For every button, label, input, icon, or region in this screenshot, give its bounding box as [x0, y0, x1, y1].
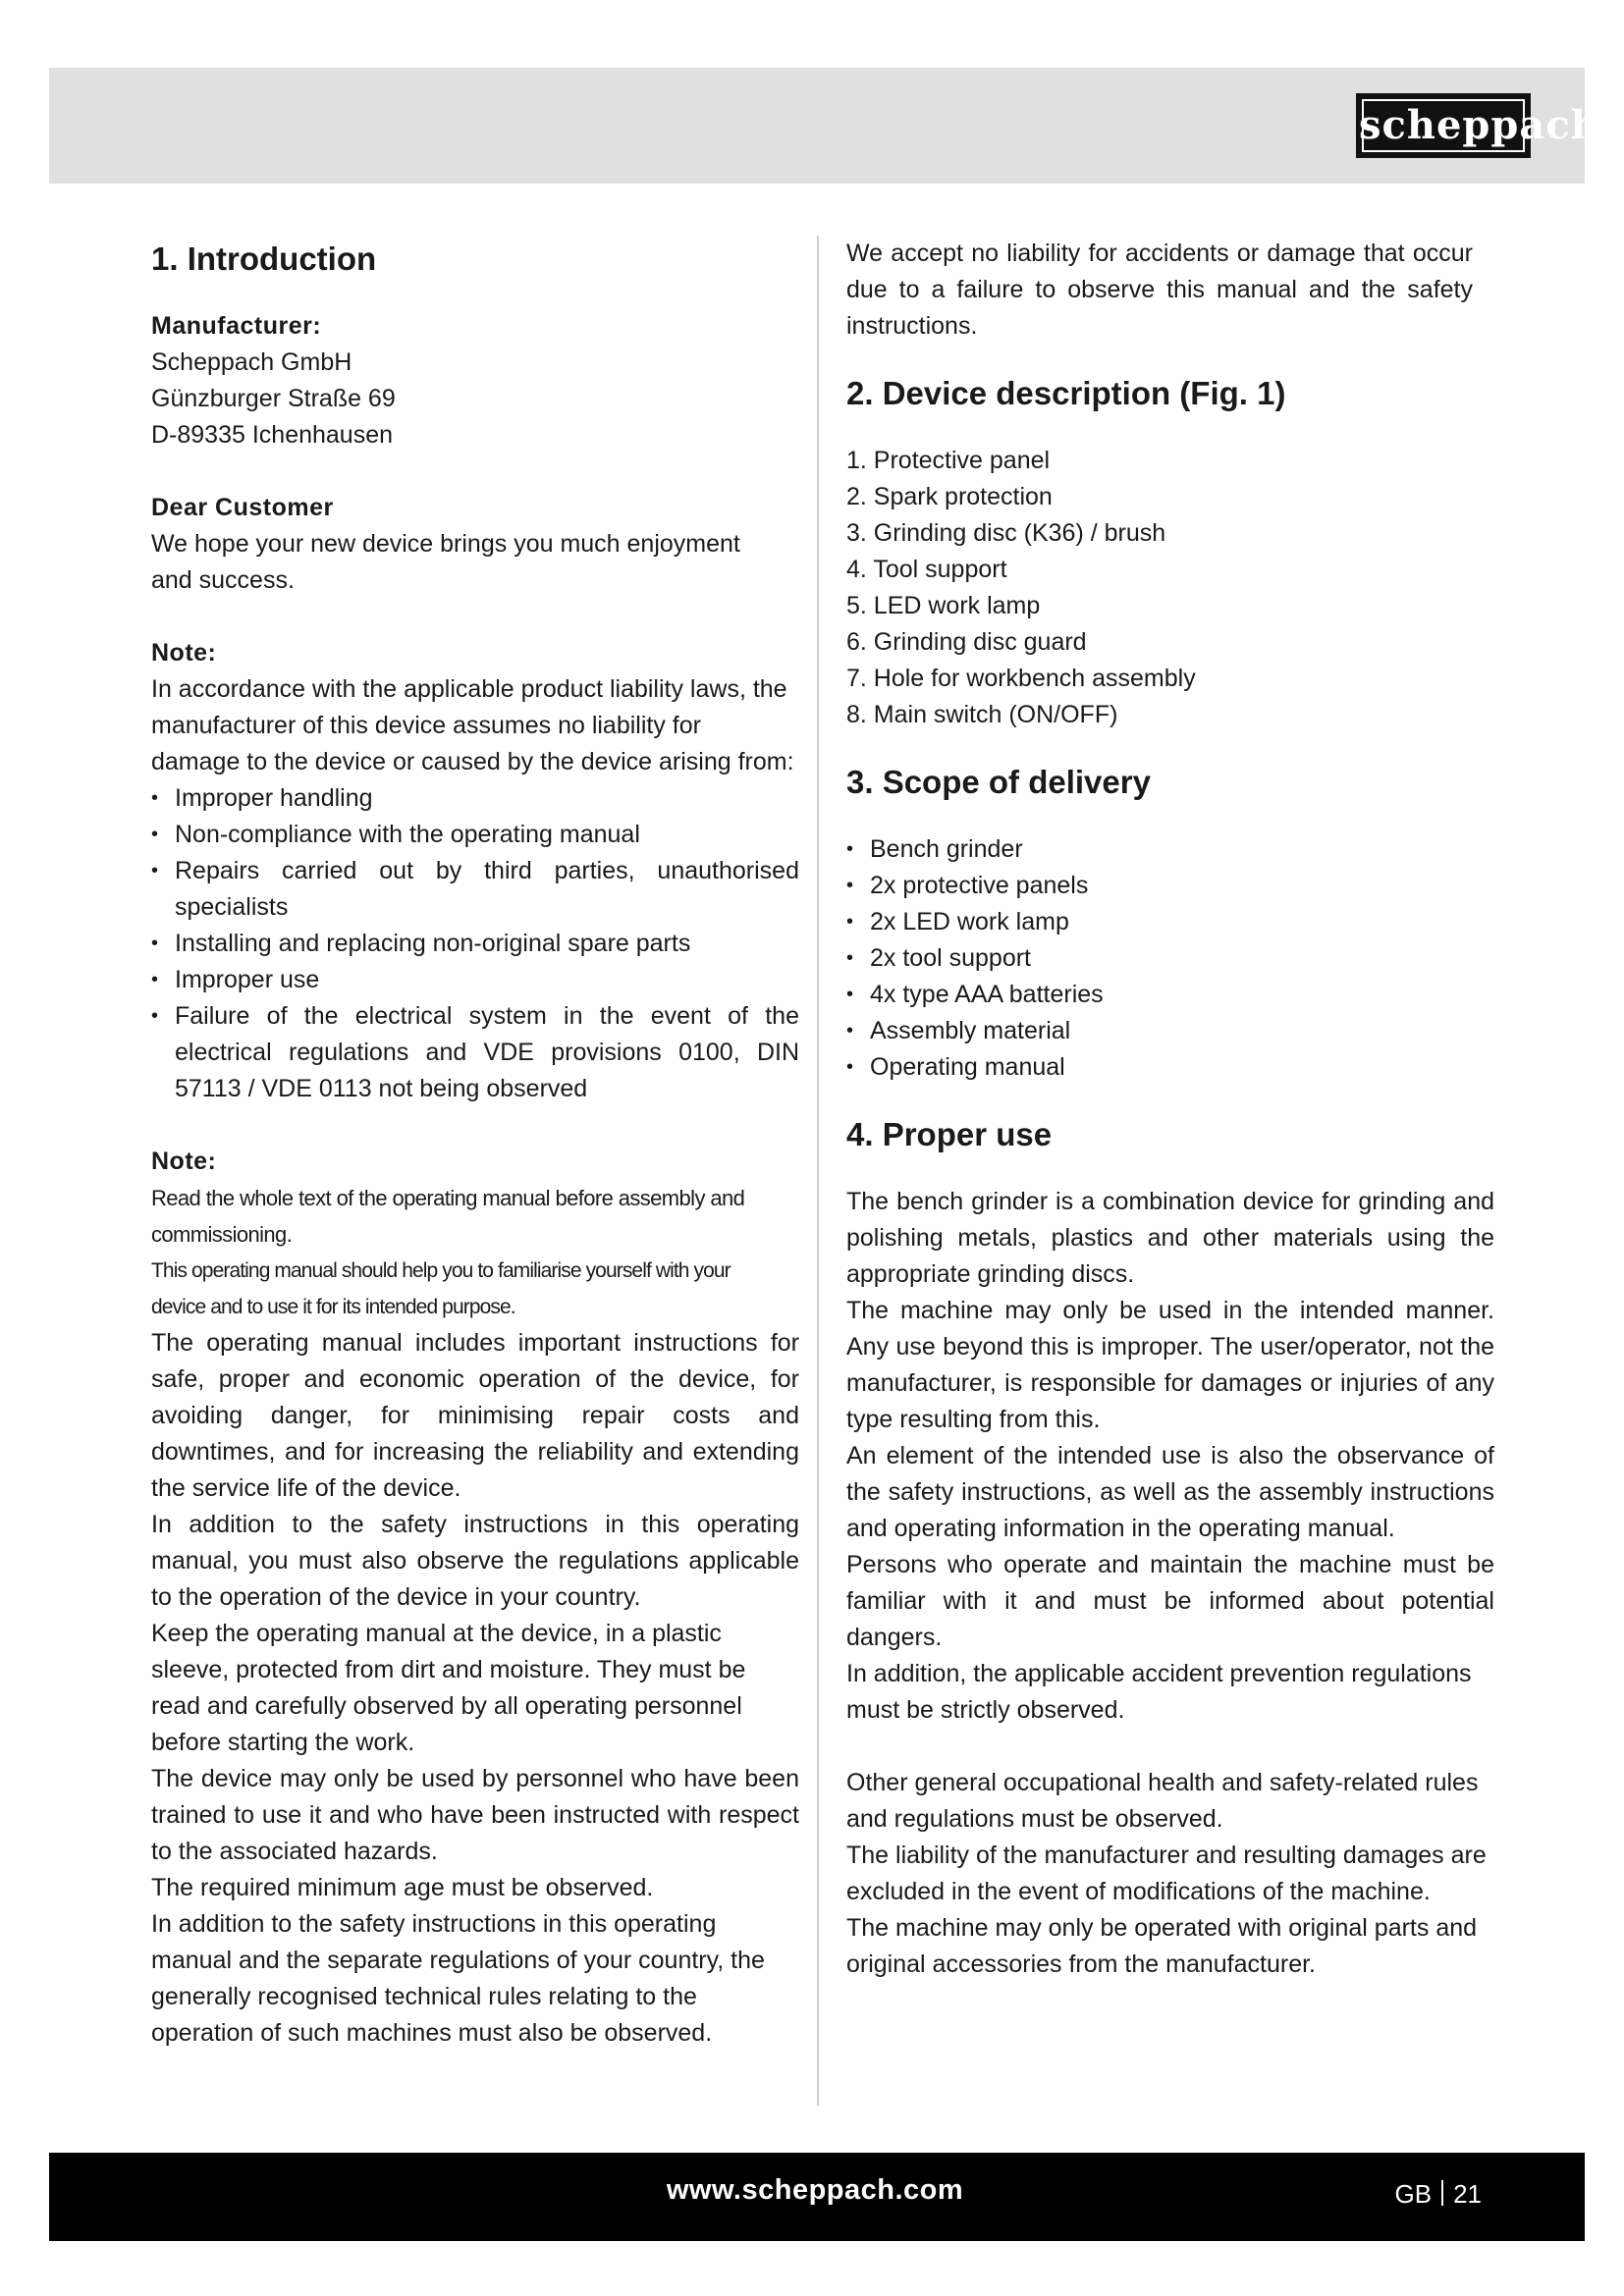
list-item: • Improper handling	[151, 780, 799, 817]
language-code: GB	[1394, 2179, 1433, 2209]
proper-use-text-6: Other general occupational health and safety-related rules and regulations must be observed.	[846, 1769, 1479, 1833]
liability-list	[151, 780, 799, 1107]
note-text-personnel: The device may only be used by personnel who have been trained to use it and who have been instructed with respect to the associated hazards.	[151, 1765, 799, 1865]
list-item: 1. Protective panel	[846, 447, 1051, 474]
scope-list	[846, 831, 1494, 1086]
manufacturer-street: Günzburger Straße 69	[151, 385, 396, 412]
list-item: • Bench grinder	[846, 831, 1494, 868]
list-item: • 2x tool support	[846, 940, 1494, 977]
list-item: • 2x LED work lamp	[846, 904, 1494, 940]
section-title-introduction: 1. Introduction	[151, 240, 377, 277]
dear-customer-label: Dear Customer	[151, 494, 334, 521]
manufacturer-label: Manufacturer:	[151, 312, 322, 340]
list-item: • 2x protective panels	[846, 868, 1494, 904]
list-item: • Installing and replacing non-original spare parts	[151, 926, 799, 962]
proper-use-text-5: In addition, the applicable accident prevention regulations must be strictly observed.	[846, 1660, 1472, 1724]
list-item: • Repairs carried out by third parties, unauthorised specialists	[151, 853, 799, 926]
list-item: 7. Hole for workbench assembly	[846, 665, 1196, 692]
note-text-keep-manual: Keep the operating manual at the device, in a plastic sleeve, protected from dirt and moisture. They must be read and carefully observed by all operating personnel before starting the work.	[151, 1620, 746, 1756]
footer-band	[49, 2153, 1585, 2241]
note-text-minimum-age: The required minimum age must be observed.	[151, 1874, 654, 1901]
scheppach-logo: scheppach	[1356, 93, 1531, 158]
proper-use-text-1: The bench grinder is a combination device for grinding and polishing metals, plastics and other materials using the appropriate grinding discs.	[846, 1188, 1494, 1288]
section-title-device-description: 2. Device description (Fig. 1)	[846, 375, 1286, 411]
note-text-familiarise: This operating manual should help you to familiarise yourself with your device and to use it for its intended purpose.	[151, 1259, 731, 1318]
note-text-1: In accordance with the applicable product liability laws, the manufacturer of this device assumes no liability for damage to the device or caused by the device arising from:	[151, 675, 794, 775]
list-item: • Assembly material	[846, 1013, 1494, 1049]
list-item: • Failure of the electrical system in the event of the electrical regulations and VDE provisions 0100, DIN 57113 / VDE 0113 not being observed	[151, 998, 799, 1107]
proper-use-text-2: The machine may only be used in the intended manner. Any use beyond this is improper. The user/operator, not the manufacturer, is responsible for damages or injuries of any type resulting from this.	[846, 1297, 1494, 1433]
list-item: • 4x type AAA batteries	[846, 977, 1494, 1013]
separator	[1441, 2180, 1443, 2206]
note-text-read: Read the whole text of the operating manual before assembly and commissioning.	[151, 1186, 745, 1247]
dear-customer-text: We hope your new device brings you much enjoyment and success.	[151, 530, 740, 594]
list-item: 3. Grinding disc (K36) / brush	[846, 519, 1166, 547]
proper-use-text-8: The machine may only be operated with original parts and original accessories from the manufacturer.	[846, 1914, 1478, 1978]
list-item: 4. Tool support	[846, 556, 1007, 583]
section-title-scope-of-delivery: 3. Scope of delivery	[846, 764, 1151, 800]
left-column	[151, 236, 799, 2052]
list-item: • Operating manual	[846, 1049, 1494, 1086]
liability-disclaimer: We accept no liability for accidents or damage that occur due to a failure to observe this manual and the safety instructions.	[846, 240, 1473, 340]
manufacturer-name: Scheppach GmbH	[151, 348, 352, 376]
column-divider	[817, 236, 819, 2106]
note-text-regulations: In addition to the safety instructions in this operating manual, you must also observe the regulations applicable to the operation of the device in your country.	[151, 1511, 799, 1611]
proper-use-text-7: The liability of the manufacturer and resulting damages are excluded in the event of modifications of the machine.	[846, 1842, 1487, 1905]
list-item: 8. Main switch (ON/OFF)	[846, 701, 1118, 728]
list-item: • Improper use	[151, 962, 799, 998]
manufacturer-city: D-89335 Ichenhausen	[151, 421, 394, 449]
note-text-technical-rules: In addition to the safety instructions in this operating manual and the separate regulations of your country, the generally recognised technical rules relating to the operation of such machines must also be observed.	[151, 1910, 765, 2047]
proper-use-text-4: Persons who operate and maintain the machine must be familiar with it and must be informed about potential dangers.	[846, 1551, 1494, 1651]
note-label-1: Note:	[151, 639, 217, 667]
right-column	[846, 236, 1494, 1983]
device-parts-list	[846, 443, 1494, 733]
note-label-2: Note:	[151, 1148, 217, 1175]
section-title-proper-use: 4. Proper use	[846, 1116, 1053, 1152]
list-item: 6. Grinding disc guard	[846, 628, 1087, 656]
proper-use-text-3: An element of the intended use is also the observance of the safety instructions, as well as the assembly instructions and operating information in the operating manual.	[846, 1442, 1494, 1542]
page-number	[1395, 2179, 1483, 2210]
page-number-value: 21	[1453, 2179, 1482, 2209]
list-item: • Non-compliance with the operating manual	[151, 817, 799, 853]
list-item: 5. LED work lamp	[846, 592, 1041, 619]
footer-url: www.scheppach.com	[666, 2174, 964, 2206]
header-band	[49, 68, 1600, 184]
list-item: 2. Spark protection	[846, 483, 1053, 510]
note-text-instructions: The operating manual includes important instructions for safe, proper and economic operation of the device, for avoiding danger, for minimising repair costs and downtimes, and for increasing the reliability and extending the service life of the device.	[151, 1329, 799, 1502]
